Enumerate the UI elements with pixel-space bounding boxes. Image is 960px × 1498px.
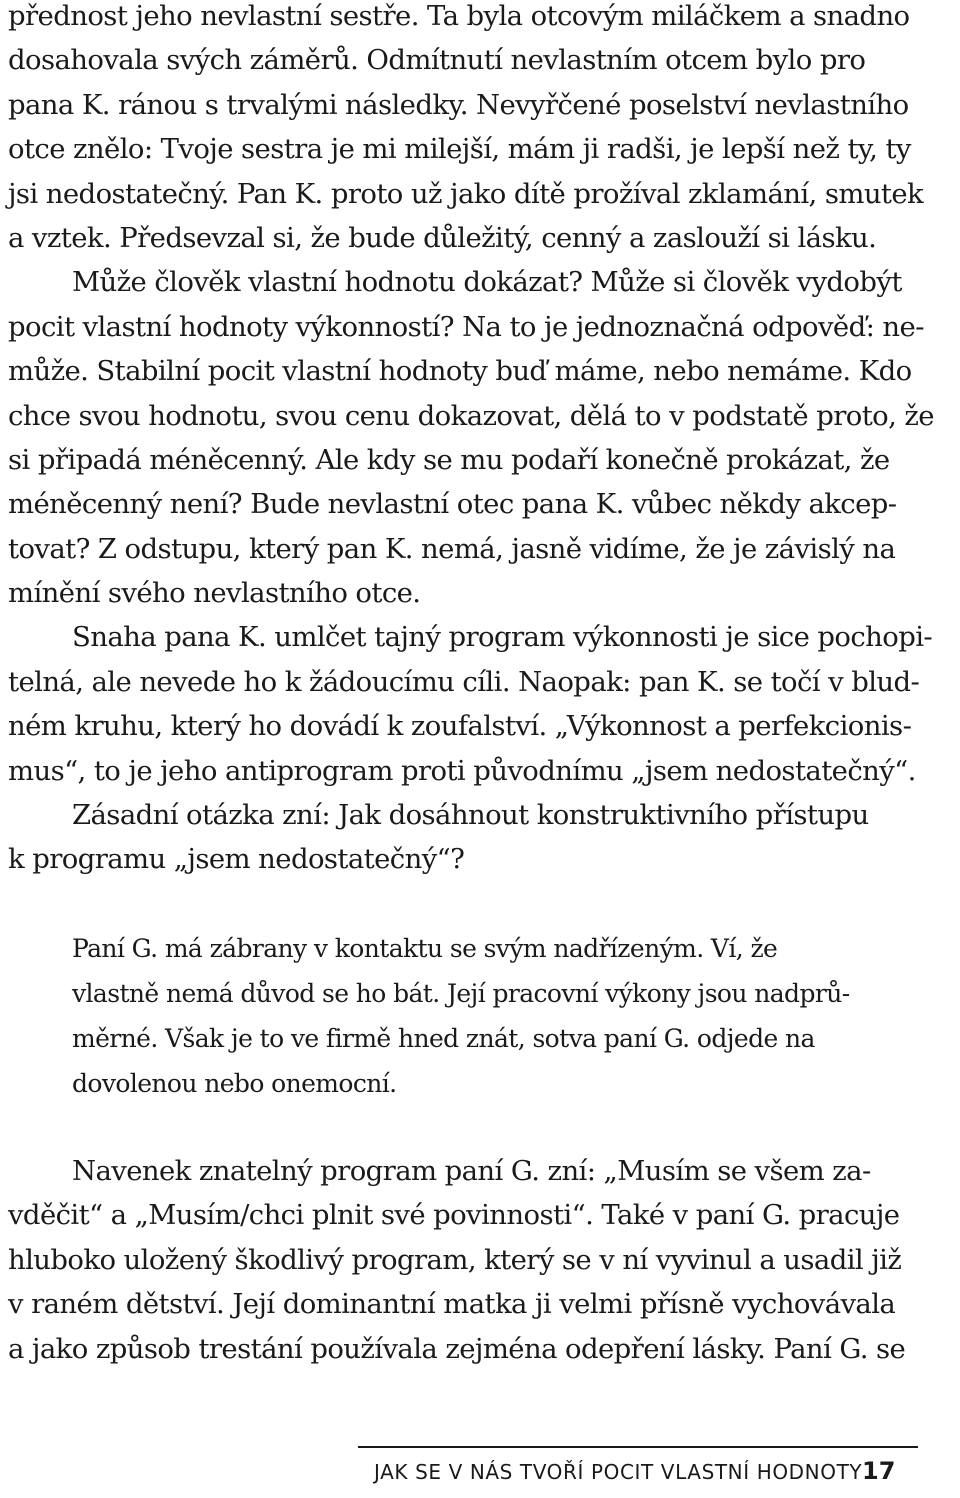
text-line: v raném dětství. Její dominantní matka ji velmi přísně vychovávala bbox=[8, 1288, 896, 1321]
text-line: může. Stabilní pocit vlastní hodnoty buď máme, nebo nemáme. Kdo bbox=[8, 355, 912, 388]
footer-rule bbox=[358, 1446, 918, 1448]
body-text-program bbox=[8, 1149, 906, 1371]
text-line: vlastně nemá důvod se ho bát. Její pracovní výkony jsou nadprů- bbox=[72, 979, 850, 1008]
body-text-main bbox=[8, 0, 934, 882]
text-line: k programu „jsem nedostatečný“? bbox=[8, 843, 465, 876]
text-line: telná, ale nevede ho k žádoucímu cíli. Naopak: pan K. se točí v blud- bbox=[8, 665, 920, 698]
text-line: dosahovala svých záměrů. Odmítnutí nevlastním otcem bylo pro bbox=[8, 44, 866, 77]
text-line: Může člověk vlastní hodnotu dokázat? Může si člověk vydobýt bbox=[72, 266, 902, 299]
text-line: Navenek znatelný program paní G. zní: „Musím se všem za- bbox=[72, 1155, 871, 1187]
text-line: ném kruhu, který ho dovádí k zoufalství. „Výkonnost a perfekcionis- bbox=[8, 710, 912, 743]
text-line: Zásadní otázka zní: Jak dosáhnout konstruktivního přístupu bbox=[72, 799, 869, 832]
text-line: přednost jeho nevlastní sestře. Ta byla otcovým miláčkem a snadno bbox=[8, 0, 910, 32]
page-number: 17 bbox=[862, 1457, 896, 1485]
text-line: tovat? Z odstupu, který pan K. nemá, jasně vidíme, že je závislý na bbox=[8, 532, 896, 565]
text-line: pana K. ránou s trvalými následky. Nevyřčené poselství nevlastního bbox=[8, 88, 909, 121]
page-footer bbox=[358, 1446, 918, 1492]
text-line: si připadá méněcenný. Ale kdy se mu podaří konečně prokázat, že bbox=[8, 443, 890, 476]
text-line: mus“, to je jeho antiprogram proti původnímu „jsem nedostatečný“. bbox=[8, 754, 916, 787]
text-line: hluboko uložený škodlivý program, který se v ní vyvinul a usadil již bbox=[8, 1243, 902, 1276]
text-line: a jako způsob trestání používala zejména odepření lásky. Paní G. se bbox=[8, 1332, 906, 1365]
text-line: jsi nedostatečný. Pan K. proto už jako dítě prožíval zklamání, smutek bbox=[8, 177, 924, 210]
text-line: pocit vlastní hodnoty výkonností? Na to je jednoznačná odpověď: ne- bbox=[8, 310, 924, 343]
text-line: méněcenný není? Bude nevlastní otec pana K. vůbec někdy akcep- bbox=[8, 488, 897, 521]
text-line: dovolenou nebo onemocní. bbox=[72, 1069, 397, 1098]
text-line: měrné. Však je to ve firmě hned znát, sotva paní G. odjede na bbox=[72, 1024, 815, 1053]
text-line: mínění svého nevlastního otce. bbox=[8, 577, 421, 610]
text-line: otce znělo: Tvoje sestra je mi milejší, mám ji radši, je lepší než ty, ty bbox=[8, 133, 911, 166]
text-line: Paní G. má zábrany v kontaktu se svým nadřízeným. Ví, že bbox=[72, 934, 778, 963]
text-line: chce svou hodnotu, svou cenu dokazovat, dělá to v podstatě proto, že bbox=[8, 399, 934, 432]
running-title: JAK SE V NÁS TVOŘÍ POCIT VLASTNÍ HODNOTY bbox=[374, 1460, 863, 1484]
text-line: vděčit“ a „Musím/chci plnit své povinnosti“. Také v paní G. pracuje bbox=[8, 1199, 900, 1232]
text-line: a vztek. Předsevzal si, že bude důležitý, cenný a zaslouží si lásku. bbox=[8, 221, 877, 254]
case-example-block bbox=[72, 926, 892, 1106]
text-line: Snaha pana K. umlčet tajný program výkonnosti je sice pochopi- bbox=[72, 621, 933, 654]
